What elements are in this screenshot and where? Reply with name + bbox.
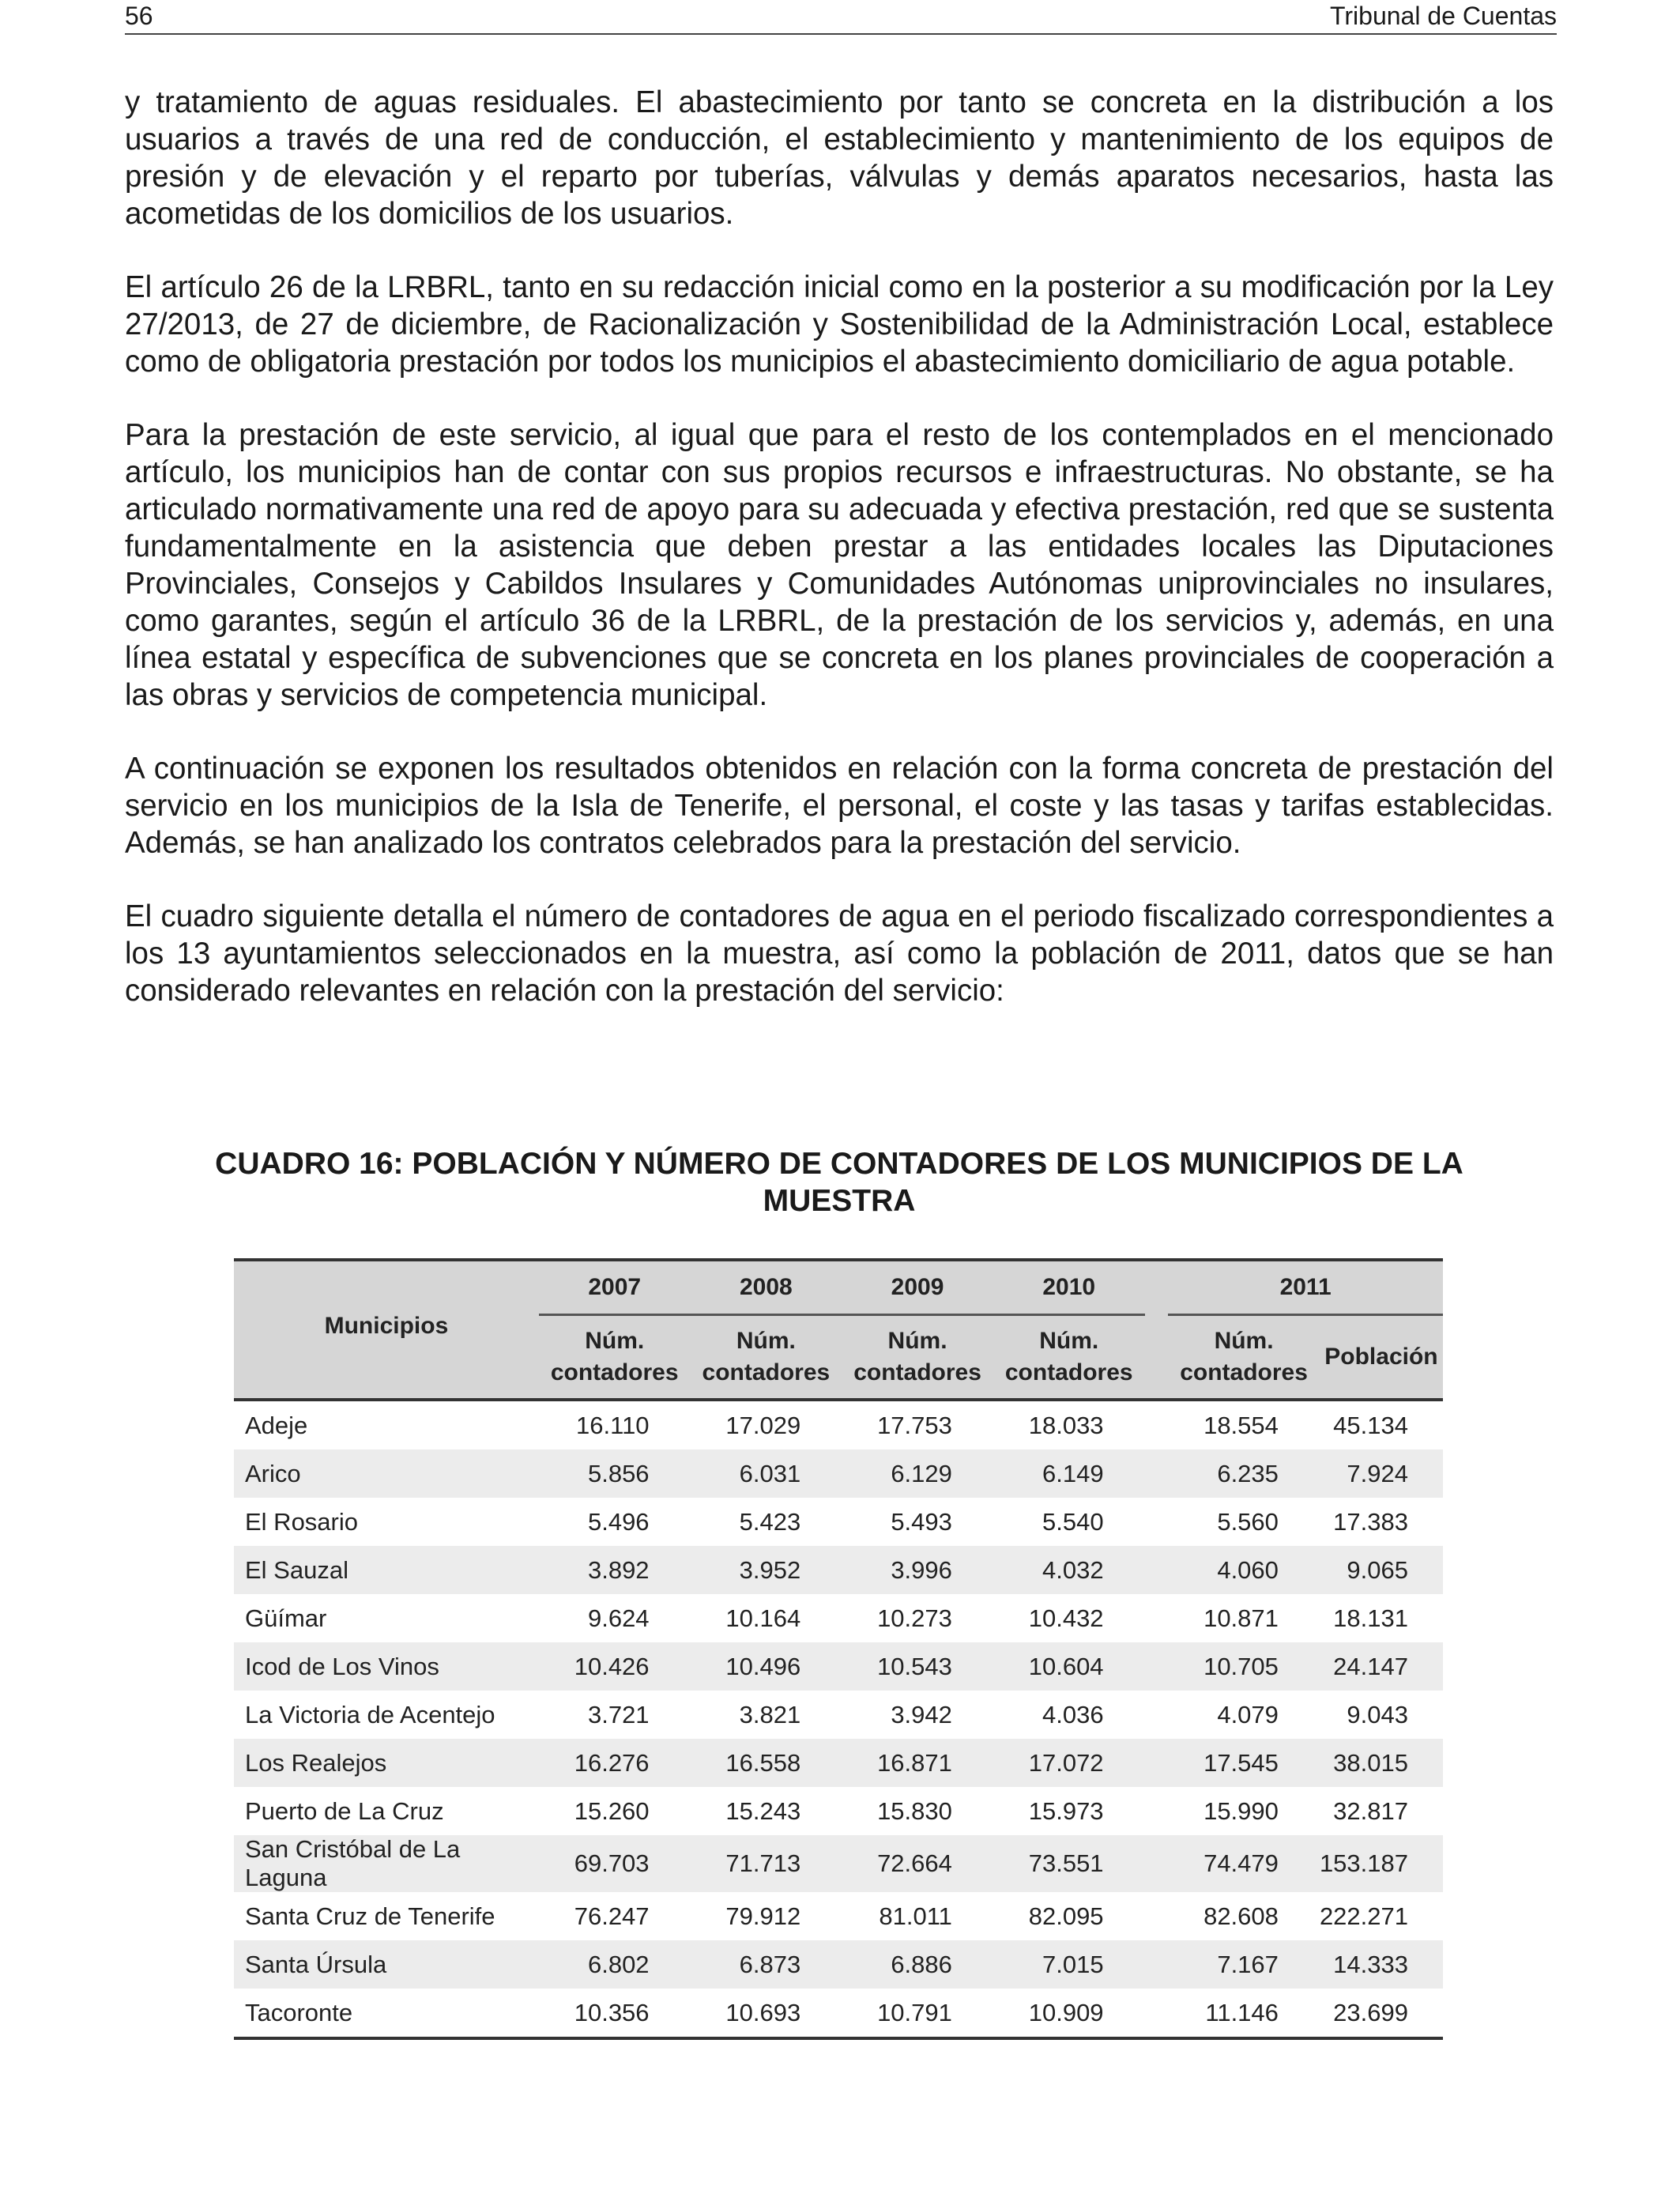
running-title: Tribunal de Cuentas (1330, 2, 1557, 30)
municipio-cell: Los Realejos (234, 1739, 539, 1787)
poblacion-cell: 17.383 (1333, 1507, 1408, 1536)
cell-spacer (1145, 1691, 1169, 1739)
cell-spacer (1145, 1546, 1169, 1594)
cell-spacer (1145, 1940, 1169, 1989)
contadores-cell: 10.496 (691, 1642, 842, 1691)
contadores-cell: 69.703 (539, 1835, 691, 1892)
column-header-contadores: Núm. contadores (1168, 1315, 1320, 1400)
contadores-cell: 17.029 (725, 1411, 801, 1439)
contadores-cell: 82.608 (1203, 1902, 1279, 1930)
paragraph: y tratamiento de aguas residuales. El abastecimiento por tanto se concreta en la distribución a los usuarios a través de una red de conducción, el establecimiento y mantenimiento de los equipos de presión y de elevación y el reparto por tuberías, válvulas y demás aparatos necesarios, hasta las acometidas de los domicilios de los usuarios. (125, 85, 1554, 231)
municipio-cell: Arico (234, 1449, 539, 1498)
contadores-cell: 10.791 (842, 1989, 993, 2038)
contadores-cell: 10.604 (993, 1642, 1145, 1691)
municipio-cell: Adeje (245, 1411, 308, 1439)
table-row (234, 1940, 1443, 1989)
contadores-cell: 4.036 (1042, 1700, 1104, 1728)
contadores-cell: 3.952 (691, 1546, 842, 1594)
column-header-municipios: Municipios (234, 1260, 539, 1400)
municipio-cell: Icod de Los Vinos (234, 1642, 539, 1691)
table-title (125, 1145, 1554, 1220)
cell-spacer (1145, 1892, 1169, 1940)
poblacion-cell: 222.271 (1319, 1902, 1408, 1930)
paragraph: El cuadro siguiente detalla el número de contadores de agua en el periodo fiscalizado correspondientes a los 13 ayuntamientos seleccionados en la muestra, así como la población de 2011, datos que se han considerado relevantes en relación con la prestación del servicio: (125, 899, 1554, 1008)
contadores-cell: 17.545 (1168, 1739, 1320, 1787)
municipio-cell: Güímar (245, 1604, 327, 1632)
contadores-cell: 16.871 (842, 1739, 993, 1787)
column-header-year: 2007 (539, 1260, 691, 1315)
poblacion-cell: 7.924 (1320, 1449, 1443, 1498)
cell-spacer (1145, 1594, 1169, 1642)
poblacion-cell: 24.147 (1320, 1642, 1443, 1691)
poblacion-cell: 9.043 (1347, 1700, 1408, 1728)
contadores-cell: 16.276 (539, 1739, 691, 1787)
contadores-cell: 4.032 (993, 1546, 1145, 1594)
contadores-cell: 16.558 (691, 1739, 842, 1787)
cell-spacer (1145, 1449, 1169, 1498)
table-row (234, 1989, 1443, 2038)
municipio-cell: Tacoronte (234, 1989, 539, 2038)
contadores-cell: 16.110 (576, 1411, 650, 1439)
contadores-cell: 76.247 (574, 1902, 650, 1930)
contadores-cell: 72.664 (842, 1835, 993, 1892)
table-row (234, 1642, 1443, 1691)
contadores-cell: 10.164 (725, 1604, 801, 1632)
contadores-cell: 5.560 (1217, 1507, 1279, 1536)
cell-spacer (1145, 1498, 1169, 1546)
table-row (234, 1787, 1443, 1835)
contadores-cell: 10.432 (1028, 1604, 1104, 1632)
contadores-cell: 15.990 (1203, 1796, 1279, 1825)
contadores-cell: 6.802 (539, 1940, 691, 1989)
column-header-contadores: Núm. contadores (842, 1315, 993, 1400)
column-header-year: 2010 (993, 1260, 1145, 1315)
contadores-cell: 15.260 (574, 1796, 650, 1825)
cell-spacer (1145, 1400, 1169, 1449)
paragraph: A continuación se exponen los resultados obtenidos en relación con la forma concreta de prestación del servicio en los municipios de la Isla de Tenerife, el personal, el coste y las tasas y tarifas establecidas. Además, se han analizado los contratos celebrados para la prestación del servicio. (125, 752, 1554, 860)
cell-spacer (1145, 1739, 1169, 1787)
page-header (125, 2, 1557, 35)
paragraph: Para la prestación de este servicio, al igual que para el resto de los contemplados en el mencionado artículo, los municipios han de contar con sus propios recursos e infraestructuras. No obstante, se ha articulado normativamente una red de apoyo para su adecuada y efectiva prestación, red que se sustenta fundamentalmente en la asistencia que deben prestar a las entidades locales las Diputaciones Provinciales, Consejos y Cabildos Insulares y Comunidades Autónomas uniprovinciales no insulares, como garantes, según el artículo 36 de la LRBRL, de la prestación de los servicios y, además, en una línea estatal y específica de subvenciones que se concreta en los planes provinciales de cooperación a las obras y servicios de competencia municipal. (125, 418, 1554, 712)
page-number: 56 (125, 2, 153, 30)
contadores-cell: 10.705 (1168, 1642, 1320, 1691)
poblacion-cell: 45.134 (1333, 1411, 1408, 1439)
contadores-cell: 15.973 (1028, 1796, 1104, 1825)
contadores-cell: 9.624 (587, 1604, 650, 1632)
column-header-contadores: Núm. contadores (539, 1315, 691, 1400)
table-title-line: MUESTRA (763, 1184, 916, 1218)
contadores-cell: 10.273 (877, 1604, 952, 1632)
contadores-cell: 73.551 (993, 1835, 1145, 1892)
contadores-cell: 10.543 (842, 1642, 993, 1691)
contadores-cell: 15.243 (725, 1796, 801, 1825)
header-spacer (1145, 1315, 1169, 1400)
poblacion-cell: 14.333 (1320, 1940, 1443, 1989)
table-title-line: CUADRO 16: POBLACIÓN Y NÚMERO DE CONTADORES DE LOS MUNICIPIOS DE LA (215, 1147, 1463, 1181)
column-header-year: 2008 (691, 1260, 842, 1315)
contadores-cell: 10.356 (539, 1989, 691, 2038)
table-row (234, 1546, 1443, 1594)
paragraph: El artículo 26 de la LRBRL, tanto en su redacción inicial como en la posterior a su modificación por la Ley 27/2013, de 27 de diciembre, de Racionalización y Sostenibilidad de la Administración Local, establece como de obligatoria prestación por todos los municipios el abastecimiento domiciliario de agua potable. (125, 270, 1554, 379)
poblacion-cell: 23.699 (1320, 1989, 1443, 2038)
contadores-cell: 3.821 (739, 1700, 801, 1728)
table-row (234, 1400, 1443, 1449)
contadores-cell: 10.426 (539, 1642, 691, 1691)
contadores-cell: 5.496 (587, 1507, 650, 1536)
contadores-cell: 4.060 (1168, 1546, 1320, 1594)
cell-spacer (1145, 1835, 1169, 1892)
contadores-cell: 6.235 (1168, 1449, 1320, 1498)
cell-spacer (1145, 1989, 1169, 2038)
table-row (234, 1594, 1443, 1642)
contadores-cell: 18.033 (1028, 1411, 1104, 1439)
contadores-cell: 4.079 (1217, 1700, 1279, 1728)
contadores-cell: 17.753 (877, 1411, 952, 1439)
poblacion-cell: 18.131 (1333, 1604, 1408, 1632)
poblacion-cell: 38.015 (1320, 1739, 1443, 1787)
column-header-contadores: Núm. contadores (993, 1315, 1145, 1400)
table-body (234, 1400, 1443, 2038)
contadores-cell: 5.493 (891, 1507, 952, 1536)
contadores-cell: 6.873 (691, 1940, 842, 1989)
contadores-cell: 82.095 (1028, 1902, 1104, 1930)
contadores-cell: 6.149 (993, 1449, 1145, 1498)
contadores-cell: 10.871 (1203, 1604, 1279, 1632)
contadores-cell: 3.892 (539, 1546, 691, 1594)
contadores-cell: 5.540 (1042, 1507, 1104, 1536)
column-header-year: 2011 (1168, 1260, 1443, 1315)
contadores-cell: 79.912 (725, 1902, 801, 1930)
table-row (234, 1691, 1443, 1739)
municipio-cell: Santa Úrsula (234, 1940, 539, 1989)
table-row (234, 1449, 1443, 1498)
header-spacer (1145, 1260, 1169, 1315)
contadores-cell: 3.996 (842, 1546, 993, 1594)
contadores-cell: 5.856 (539, 1449, 691, 1498)
contadores-cell: 17.072 (993, 1739, 1145, 1787)
cell-spacer (1145, 1787, 1169, 1835)
table-row (234, 1835, 1443, 1892)
data-table (234, 1258, 1443, 2040)
contadores-cell: 7.167 (1168, 1940, 1320, 1989)
table-header-row (234, 1260, 1443, 1315)
column-header-poblacion: Población (1320, 1315, 1443, 1400)
contadores-cell: 6.129 (842, 1449, 993, 1498)
contadores-cell: 6.031 (691, 1449, 842, 1498)
table-row (234, 1498, 1443, 1546)
contadores-cell: 81.011 (879, 1902, 952, 1930)
poblacion-cell: 153.187 (1320, 1835, 1443, 1892)
poblacion-cell: 9.065 (1320, 1546, 1443, 1594)
contadores-cell: 7.015 (993, 1940, 1145, 1989)
municipio-cell: Santa Cruz de Tenerife (245, 1902, 495, 1930)
municipio-cell: Puerto de La Cruz (245, 1796, 444, 1825)
contadores-cell: 15.830 (877, 1796, 952, 1825)
column-header-year: 2009 (842, 1260, 993, 1315)
contadores-cell: 3.721 (587, 1700, 650, 1728)
contadores-cell: 74.479 (1168, 1835, 1320, 1892)
body-text (125, 84, 1554, 1046)
contadores-cell: 5.423 (739, 1507, 801, 1536)
contadores-cell: 6.886 (842, 1940, 993, 1989)
contadores-cell: 10.693 (691, 1989, 842, 2038)
table-row (234, 1739, 1443, 1787)
poblacion-cell: 32.817 (1333, 1796, 1408, 1825)
municipio-cell: El Sauzal (234, 1546, 539, 1594)
contadores-cell: 71.713 (691, 1835, 842, 1892)
contadores-cell: 3.942 (891, 1700, 952, 1728)
contadores-cell: 18.554 (1203, 1411, 1279, 1439)
contadores-cell: 10.909 (993, 1989, 1145, 2038)
table-container (234, 1258, 1443, 2040)
municipio-cell: San Cristóbal de La Laguna (234, 1835, 539, 1892)
column-header-contadores: Núm. contadores (691, 1315, 842, 1400)
municipio-cell: El Rosario (245, 1507, 358, 1536)
municipio-cell: La Victoria de Acentejo (245, 1700, 495, 1728)
table-row (234, 1892, 1443, 1940)
cell-spacer (1145, 1642, 1169, 1691)
contadores-cell: 11.146 (1168, 1989, 1320, 2038)
